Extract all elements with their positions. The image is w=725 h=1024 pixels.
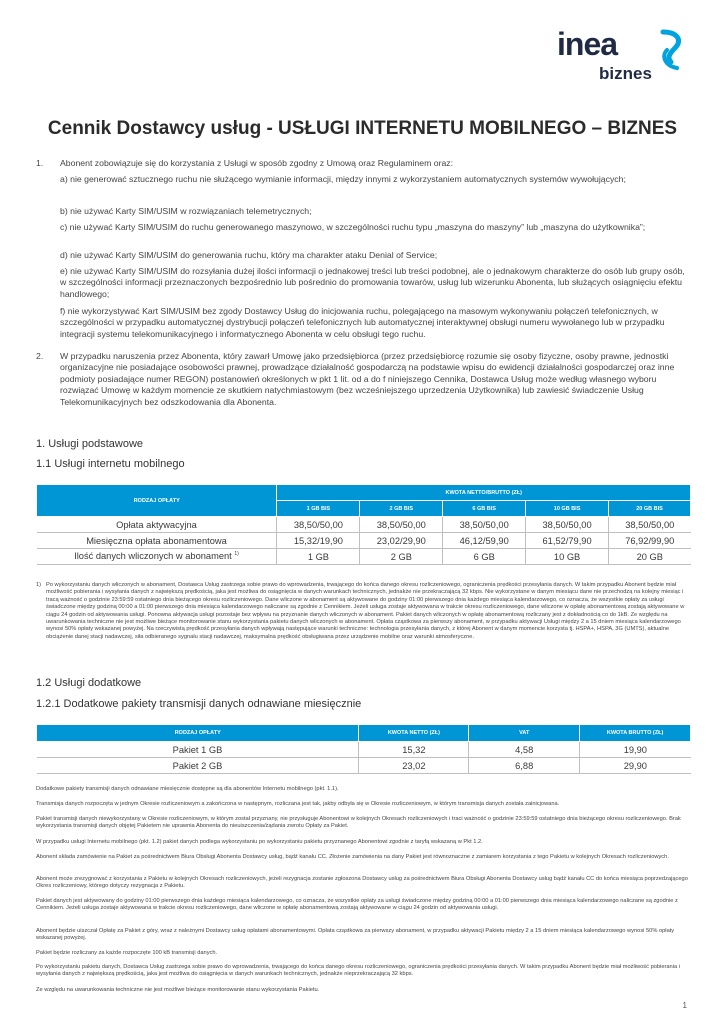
note-9: Pakiet będzie rozliczany za każde rozpoczęte 100 kB transmisji danych. [36, 950, 218, 956]
header-6gb: 6 GB BIS [443, 501, 526, 517]
cell: 38,50/50,00 [277, 517, 360, 533]
cell: 19,90 [580, 742, 691, 758]
item-1d: d) nie używać Karty SIM/USIM do generowania ruchu, który ma charakter ataku Denial of Service; [60, 250, 438, 260]
header-2gb: 2 GB BIS [360, 501, 443, 517]
cell: 15,32/19,90 [277, 533, 360, 549]
row-label: Opłata aktywacyjna [37, 517, 277, 533]
row-label: Pakiet 2 GB [37, 758, 359, 774]
item-1c: c) nie używać Karty SIM/USIM do ruchu generowanego maszynowo, w szczególności ruchu typu „maszyna do maszyny” lub „maszyna do użytkownika”; [60, 222, 646, 232]
row-label: Ilość danych wliczonych w abonament [74, 551, 232, 562]
inea-biznes-logo [557, 26, 687, 92]
data-package-table [36, 724, 691, 774]
footnote-mark: 1) [36, 582, 42, 588]
cell: 23,02 [359, 758, 469, 774]
table-row [37, 549, 691, 565]
footnote-ref: 1) [234, 551, 239, 558]
table-row [37, 742, 691, 758]
cell: 38,50/50,00 [360, 517, 443, 533]
cell: 1 GB [277, 549, 360, 565]
note-7: Pakiet danych jest aktywowany do godziny 01:00 pierwszego dnia każdego miesiąca kalendarzowego, co oznacza, że wszystkie opłaty za usługi świadczone między godziną 00:00 a 01:00 pierwszego dnia miesiąca kalendarzowego naliczane są zgodnie z Cennikiem. Jeżeli usługa zostaje aktywowana w trakcie okresu rozliczeniowego, dane wliczone w opłatę abonamentową zostają aktywowane w ciągu 24 godzin od aktywowania usługi. [36, 898, 678, 912]
note-5: Abonent składa zamówienie na Pakiet za pośrednictwem Biura Obsługi Abonenta Dostawcy usług, bądź kanału CC. Złożenie zamówienia na dany Pakiet jest równoznaczne z zamiarem korzystania z tego Pakietu w kolejnych Okresach rozliczeniowych. [36, 854, 669, 860]
cell: 10 GB [526, 549, 609, 565]
row-label-cell [37, 549, 277, 565]
table-row [37, 533, 691, 549]
cell: 15,32 [359, 742, 469, 758]
cell: 76,92/99,90 [609, 533, 691, 549]
table-row [37, 758, 691, 774]
row-label: Pakiet 1 GB [37, 742, 359, 758]
header-vat: VAT [469, 725, 580, 742]
item-number-2: 2. [36, 351, 44, 361]
header-1gb: 1 GB BIS [277, 501, 360, 517]
cell: 23,02/29,90 [360, 533, 443, 549]
section-1-2-heading: 1.2 Usługi dodatkowe [36, 677, 142, 689]
section-1-heading: 1. Usługi podstawowe [36, 438, 144, 450]
logo-sub: biznes [599, 64, 652, 83]
cell: 20 GB [609, 549, 691, 565]
cell: 61,52/79,90 [526, 533, 609, 549]
cell: 2 GB [360, 549, 443, 565]
item-2-text: W przypadku naruszenia przez Abonenta, który zawarł Umowę jako przedsiębiorca (przez przedsiębiorcę rozumie się osoby fizyczne, osoby prawne, jednostki organizacyjne nie posiadające osobowości prawnej, prowadzące działalność gospodarczą na podstawie wpisu do ewidencji działalności gospodarczej oraz inne podmioty posiadające numer REGON) postanowień określonych w pkt 1 lit. od a do f niniejszego Cennika, Dostawca Usług może według własnego wyboru rozwiązać Umowę w każdym momencie ze skutkiem natychmiastowym (bez wcześniejszego uprzedzenia Użytkownika) lub zawiesić świadczenie Usług Telekomunikacyjnych bez odszkodowania dla Abonenta. [60, 351, 675, 407]
header-20gb: 20 GB BIS [609, 501, 691, 517]
item-1f: f) nie wykorzystywać Kart SIM/USIM bez zgody Dostawcy Usług do inicjowania ruchu, polegającego na masowym wykonywaniu połączeń telefonicznych, w szczególności w przypadku automatycznej dystrybucji połączeń telefonicznych lub automatycznej interaktywnej obsługi numeru wywołanego lub w przypadku integracji systemu telekomunikacyjnego i informatycznego Abonenta w celu obsługi tego ruchu. [60, 306, 665, 339]
item-1e: e) nie używać Karty SIM/USIM do rozsyłania dużej ilości informacji o jednakowej treści lub treści podobnej, ale o jednakowym charakterze do osób lub grupy osób, w szczególności informacji przeznaczonych bezpośrednio lub pośrednio do promowania towarów, usług lub wizerunku Abonenta, lub służących osiągnięciu efektu handlowego; [60, 266, 685, 299]
table-row [37, 517, 691, 533]
note-2: Transmisja danych rozpoczęta w jednym Okresie rozliczeniowym a zakończona w następnym, rozliczana jest tak, jakby odbyła się w Okresie rozliczeniowym, w którym transmisja danych została zainicjowana. [36, 801, 560, 807]
cell: 29,90 [580, 758, 691, 774]
page-title: Cennik Dostawcy usług - USŁUGI INTERNETU MOBILNEGO – BIZNES [47, 118, 678, 139]
header-fee-type: RODZAJ OPŁATY [37, 725, 359, 742]
note-1: Dodatkowe pakiety transmisji danych odnawiane miesięcznie dostępne są dla abonentów Internetu mobilnego (pkt. 1.1). [36, 786, 339, 792]
page-number: 1 [682, 1001, 687, 1010]
note-10: Po wykorzystaniu pakietu danych, Dostawca Usług zastrzega sobie prawo do wprowadzenia, trwającego do końca danego okresu rozliczeniowego, ograniczenia prędkości przesyłania danych. W takim przypadku Abonent będzie miał możliwość pobierania i wysyłania danych z największą prędkością, jaka jest możliwa do osiągnięcia w danych warunkach technicznych, jednakże nieprzekraczającą 32 kbps. [36, 964, 680, 978]
cell: 6,88 [469, 758, 580, 774]
header-10gb: 10 GB BIS [526, 501, 609, 517]
cell: 38,50/50,00 [609, 517, 691, 533]
cell: 38,50/50,00 [526, 517, 609, 533]
header-net: KWOTA NETTO (ZŁ) [359, 725, 469, 742]
section-1-1-heading: 1.1 Usługi internetu mobilnego [36, 458, 185, 470]
note-8: Abonent będzie uiszczał Opłatę za Pakiet z góry, wraz z należnymi Dostawcy usług opłatami abonamentowymi. Opłata cząstkowa za pierwszy abonament, w przypadku aktywacji Pakietu między 2 a 15 dniem miesiąca kalendarzowego wynosi 50% opłaty wskazanej powyżej. [36, 928, 675, 942]
header-fee-type: RODZAJ OPŁATY [37, 485, 277, 517]
note-4: W przypadku usługi Internetu mobilnego (pkt. 1.2) pakiet danych podlega wykorzystaniu po wykorzystaniu pakietu przyznanego Abonentowi zgodnie z taryfą wskazaną w Pkt 1.2. [36, 839, 483, 845]
item-1-text: Abonent zobowiązuje się do korzystania z Usługi w sposób zgodny z Umową oraz Regulaminem oraz: [60, 158, 454, 168]
cell: 6 GB [443, 549, 526, 565]
item-number-1: 1. [36, 158, 44, 168]
logo-wave-icon [657, 28, 687, 72]
item-1a: a) nie generować sztucznego ruchu nie służącego wymianie informacji, między innymi z wykorzystaniem automatycznych systemów wywołujących; [60, 174, 626, 184]
item-1b: b) nie używać Karty SIM/USIM w rozwiązaniach telemetrycznych; [60, 206, 312, 216]
row-label: Miesięczna opłata abonamentowa [37, 533, 277, 549]
internet-pricing-table [36, 484, 691, 565]
cell: 38,50/50,00 [443, 517, 526, 533]
header-amount: KWOTA NETTO/BRUTTO (ZŁ) [277, 485, 691, 501]
note-11: Ze względu na uwarunkowania techniczne nie jest możliwe bieżące monitorowanie stanu wykorzystania Pakietu. [36, 987, 320, 993]
section-1-2-1-heading: 1.2.1 Dodatkowe pakiety transmisji danych odnawiane miesięcznie [36, 698, 362, 710]
cell: 4,58 [469, 742, 580, 758]
logo-word: inea [557, 26, 618, 62]
cell: 46,12/59,90 [443, 533, 526, 549]
note-3: Pakiet transmisji danych niewykorzystany w Okresie rozliczeniowym, w którym został przyznany, nie przysługuje Abonentowi w kolejnych Okresach rozliczeniowych i traci ważność o godzinie 23:59:59 ostatniego dnia bieżącego okresu rozliczeniowego. Brak wykorzystania transmisji danych objętej Pakietem nie uprawnia Abonenta do nieuiszczenia/żądania zwrotu Opłaty za Pakiet. [36, 816, 681, 830]
header-gross: KWOTA BRUTTO (ZŁ) [580, 725, 691, 742]
footnote-1: Po wykorzystaniu danych wliczonych w abonament, Dostawca Usług zastrzega sobie prawo do wprowadzenia, trwającego do końca danego okresu rozliczeniowego, ograniczenia prędkości przesyłania danych. W takim przypadku Abonent będzie miał możliwość pobierania i wysyłania danych z największą prędkością, jaka jest możliwa do osiągnięcia w danych warunkach technicznych, jednakże nie przekraczającą 32 kbps. Nie wykorzystane w danym miesiącu dane nie przechodzą na kolejny miesiąc i tracą ważność o godzinie 23:59:59 ostatniego dnia bieżącego okresu rozliczeniowego. Dane wliczone w abonament są aktywowane do godziny 01:00 pierwszego dnia każdego miesiąca kalendarzowego, co oznacza, że wszystkie opłaty za usługi świadczone między godziną 00:00 a 01:00 pierwszego dnia miesiąca kalendarzowego naliczane są zgodnie z Cennikiem. Jeżeli usługa zostaje aktywowana w trakcie okresu rozliczeniowego, dane wliczone w opłatę abonamentową zostają aktywowane w ciągu 24 godzin od aktywowania usługi. Ponowna aktywacja usługi pozostaje bez wpływu na przyznanie danych wliczonych w abonament. Pakiet danych wliczonych w opłatę abonamentową rozliczany jest z dokładnością co do 1kB. Ze względu na uwarunkowania techniczne nie jest możliwe bieżące monitorowanie stanu wykorzystania pakietu danych wliczonych w abonament. Opłata cząstkowa za pierwszy abonament, w przypadku aktywacji Usługi między 2 a 15 dniem miesiąca kalendarzowego wynosi 50% opłaty wskazanej powyżej. Na rzeczywistą prędkość przesyłania danych wpływają następujące warunki techniczne: technologia przesyłania danych, z której Abonent w danym momencie korzysta tj. HSPA+, HSPA, 3G (UMTS), aktualne obciążenie danej stacji nadawczej, siła odbieranego sygnału stacji nadawczej, maksymalna prędkość obsługiwana przez urządzenie mobilne oraz warunki atmosferyczne. [46, 582, 685, 640]
note-6: Abonent może zrezygnować z korzystania z Pakietu w kolejnych Okresach rozliczeniowych, jeżeli rezygnacja zostanie zgłoszona Dostawcy usług za pośrednictwem Biura Obsługi Abonenta Dostawcy usług bądź kanału CC do końca miesiąca poprzedzającego Okres rozliczeniowy, którego dotyczy rezygnacja z Pakietu. [36, 876, 688, 890]
